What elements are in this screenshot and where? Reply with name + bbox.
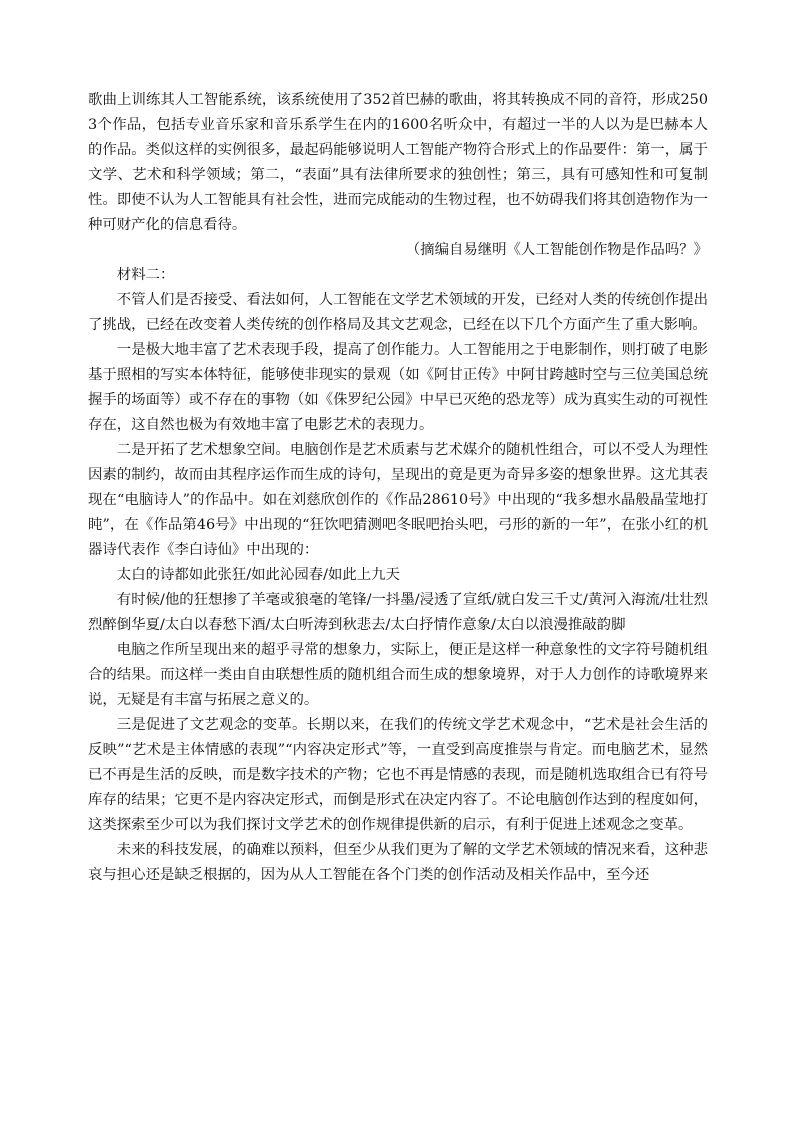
paragraph-imagination: 电脑之作所呈现出来的超乎寻常的想象力，实际上，便正是这样一种意象性的文字符号随机组合的结果。而这样一类由自由联想性质的随机组合而生成的想象境界，对于人力创作的诗歌境界来说，无疑是有丰富与拓展之意义的。	[88, 642, 708, 708]
paragraph-point-three: 三是促进了文艺观念的变革。长期以来，在我们的传统文学艺术观念中，“艺术是社会生活的反映”“艺术是主体情感的表现”“内容决定形式”等，一直受到高度推崇与肯定。而电脑艺术，显然已不再是生活的反映，而是数字技术的产物；它也不再是情感的表现，而是随机选取组合已有符号库存的结果；它更不是内容决定形式，而倒是形式在决定内容了。不论电脑创作达到的程度如何，这类探索至少可以为我们探讨文学艺术的创作规律提供新的启示，有利于促进上述观念之变革。	[88, 717, 708, 833]
paragraph-future: 未来的科技发展，的确难以预料，但至少从我们更为了解的文学艺术领域的情况来看，这种悲哀与担心还是缺乏根据的，因为从人工智能在各个门类的创作活动及相关作品中，至今还	[88, 842, 708, 883]
material-two-label: 材料二：	[116, 267, 175, 283]
paragraph-point-two: 二是开拓了艺术想象空间。电脑创作是艺术质素与艺术媒介的随机性组合，可以不受人为理性因素的制约，故而由其程序运作而生成的诗句，呈现出的竟是更为奇异多姿的想象世界。这尤其表现在“电脑诗人”的作品中。如在刘慈欣创作的《作品28610号》中出现的“我多想水晶般晶莹地打盹”，在《作品第46号》中出现的“狂饮吧猜测吧冬眠吧抬头吧，弓形的新的一年”，在张小红的机器诗代表作《李白诗仙》中出现的：	[88, 442, 708, 558]
document-page	[88, 88, 708, 888]
paragraph-point-one: 一是极大地丰富了艺术表现手段，提高了创作能力。人工智能用之于电影制作，则打破了电影基于照相的写实本体特征，能够使非现实的景观（如《阿甘正传》中阿甘跨越时空与三位美国总统握手的场面等）或不存在的事物（如《侏罗纪公园》中早已灭绝的恐龙等）成为真实生动的可视性存在，这自然也极为有效地丰富了电影艺术的表现力。	[88, 342, 708, 433]
poem-line-one: 太白的诗都如此张狂/如此沁园春/如此上九天	[116, 567, 400, 583]
paragraph-bach-ai: 歌曲上训练其人工智能系统，该系统使用了352首巴赫的歌曲，将其转换成不同的音符，形成2503个作品，包括专业音乐家和音乐系学生在内的1600名听众中，有超过一半的人以为是巴赫本人的作品。类似这样的实例很多，最起码能够说明人工智能产物符合形式上的作品要件：第一，属于文学、艺术和科学领域；第二，“表面”具有法律所要求的独创性；第三，具有可感知性和可复制性。即使不认为人工智能具有社会性，进而完成能动的生物过程，也不妨碍我们将其创造物作为一种可财产化的信息看待。	[88, 92, 708, 233]
source-citation: （摘编自易继明《人工智能创作物是作品吗？》	[405, 242, 708, 258]
poem-line-two: 有时候/他的狂想掺了羊毫或狼毫的笔锋/一抖墨/浸透了宣纸/就白发三千丈/黄河入海流/壮壮烈烈醉倒华夏/太白以春愁下酒/太白听涛到秋悲去/太白抒情作意象/太白以浪漫推敲韵脚	[88, 592, 708, 633]
paragraph-intro-challenge: 不管人们是否接受、看法如何，人工智能在文学艺术领域的开发，已经对人类的传统创作提出了挑战，已经在改变着人类传统的创作格局及其文艺观念，已经在以下几个方面产生了重大影响。	[88, 292, 708, 333]
